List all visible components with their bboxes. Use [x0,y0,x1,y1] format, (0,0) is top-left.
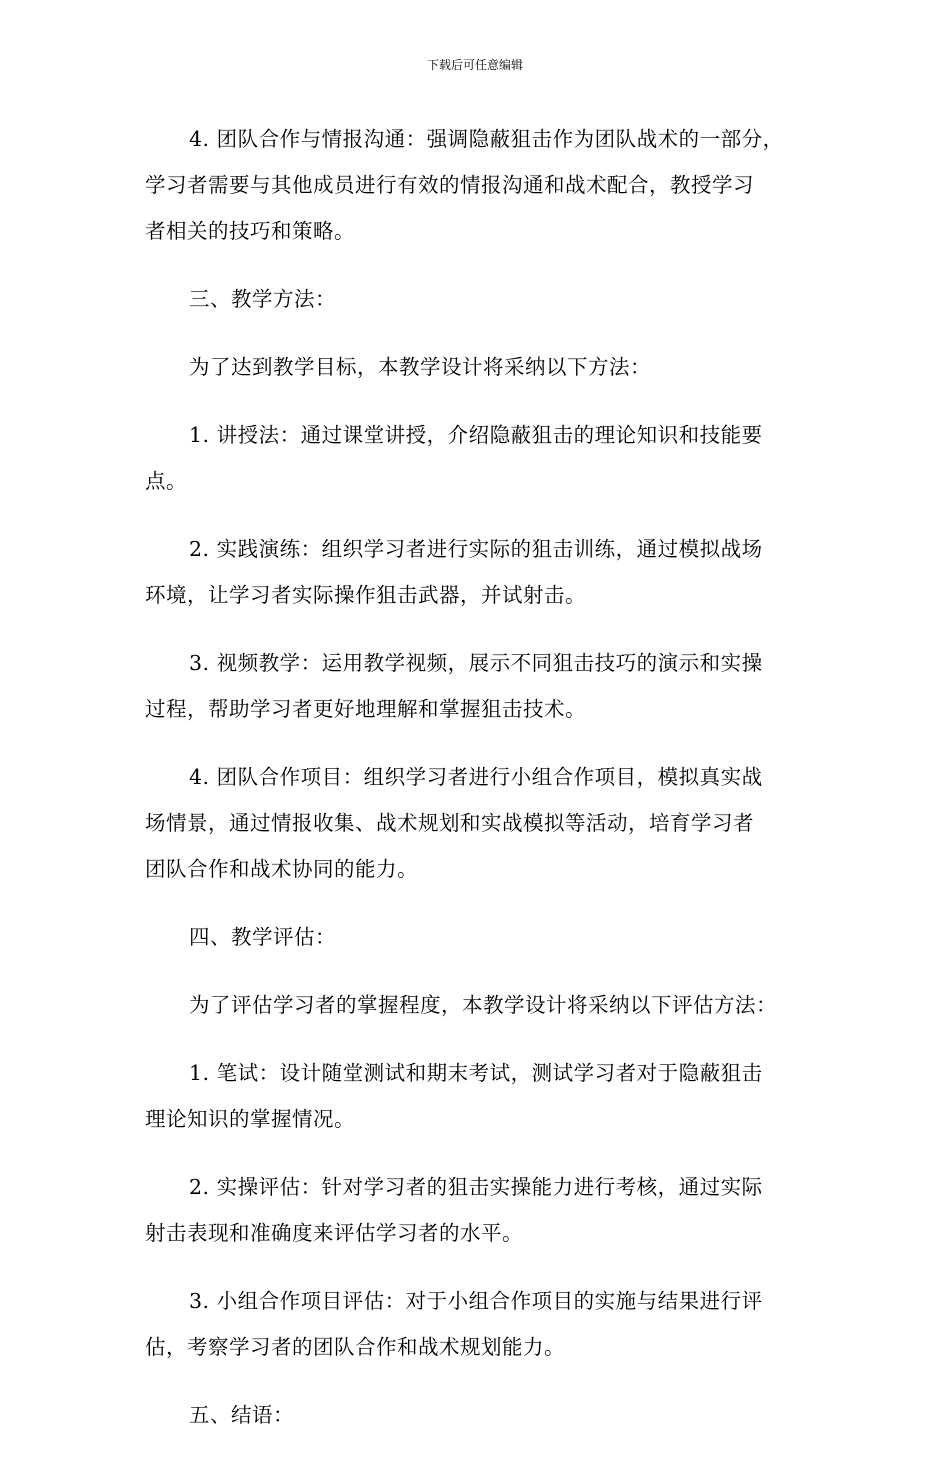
text-line: 1. 笔试：设计随堂测试和期末考试，测试学习者对于隐蔽狙击 [189,1061,763,1085]
paragraph-practice-drill [145,526,810,618]
text-line: 估，考察学习者的团队合作和战术规划能力。 [145,1335,565,1359]
paragraph-practical-assessment [145,1164,810,1256]
paragraph-video-teaching [145,640,810,732]
text-line: 3. 小组合作项目评估：对于小组合作项目的实施与结果进行评 [189,1289,763,1313]
text-line: 团队合作和战术协同的能力。 [145,857,418,881]
text-line: 点。 [145,469,187,493]
text-line: 射击表现和准确度来评估学习者的水平。 [145,1221,523,1245]
text-line: 场情景，通过情报收集、战术规划和实战模拟等活动，培育学习者 [145,811,754,835]
text-line: 学习者需要与其他成员进行有效的情报沟通和战术配合，教授学习 [145,173,754,197]
text-line: 3. 视频教学：运用教学视频，展示不同狙击技巧的演示和实操 [189,651,763,675]
text-line: 1. 讲授法：通过课堂讲授，介绍隐蔽狙击的理论知识和技能要 [189,423,763,447]
document-body [145,116,810,1460]
text-line: 过程，帮助学习者更好地理解和掌握狙击技术。 [145,697,586,721]
paragraph-assessment-intro [145,982,810,1028]
text-line: 者相关的技巧和策略。 [145,219,355,243]
text-line: 2. 实操评估：针对学习者的狙击实操能力进行考核，通过实际 [189,1175,763,1199]
heading-text: 四、教学评估： [189,925,336,949]
text-line: 为了评估学习者的掌握程度，本教学设计将采纳以下评估方法： [189,993,777,1017]
paragraph-methods-intro [145,344,810,390]
paragraph-lecture-method [145,412,810,504]
text-line: 4. 团队合作与情报沟通：强调隐蔽狙击作为团队战术的一部分， [189,127,784,151]
paragraph-group-project-assessment [145,1278,810,1370]
section-heading-conclusion [145,1392,810,1438]
text-line: 4. 团队合作项目：组织学习者进行小组合作项目，模拟真实战 [189,765,763,789]
heading-text: 三、教学方法： [189,287,336,311]
section-heading-methods [145,276,810,322]
text-line: 2. 实践演练：组织学习者进行实际的狙击训练，通过模拟战场 [189,537,763,561]
paragraph-team-project [145,754,810,892]
page-header-note: 下载后可任意编辑 [426,58,523,72]
text-line: 理论知识的掌握情况。 [145,1107,355,1131]
paragraph-written-exam [145,1050,810,1142]
paragraph-teamwork-intel [145,116,810,254]
section-heading-assessment [145,914,810,960]
text-line: 环境，让学习者实际操作狙击武器，并试射击。 [145,583,586,607]
heading-text: 五、结语： [189,1403,294,1427]
text-line: 为了达到教学目标，本教学设计将采纳以下方法： [189,355,651,379]
